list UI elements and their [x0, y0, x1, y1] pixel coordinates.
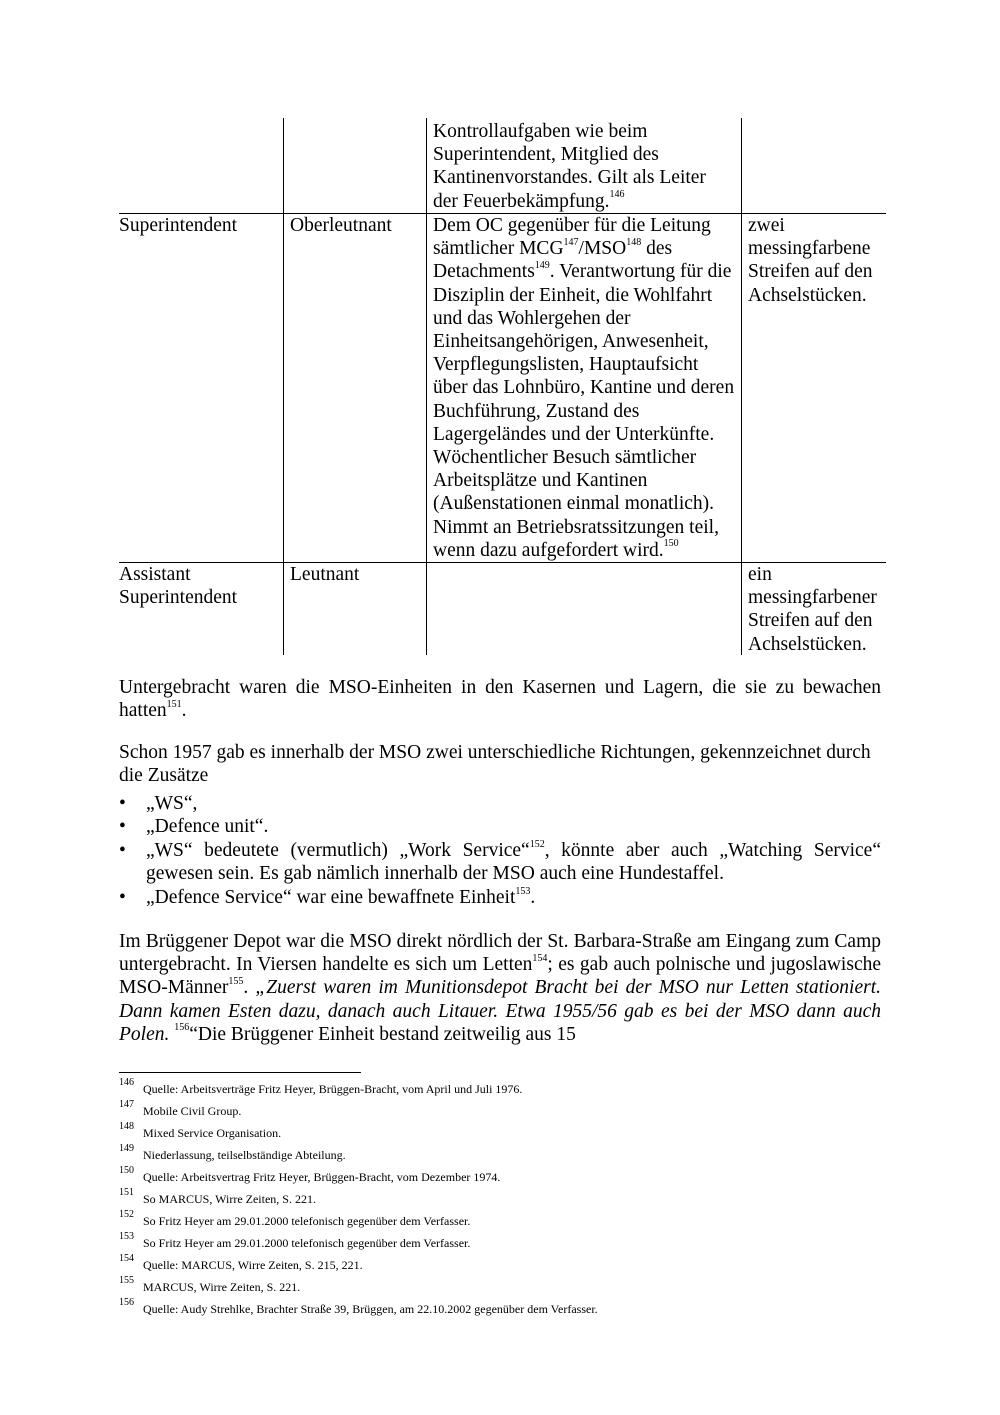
footnote-ref[interactable]: 150: [663, 538, 679, 550]
footnote-number: 154: [119, 1253, 134, 1264]
footnote-ref[interactable]: 151: [166, 698, 182, 710]
footnote-text: Quelle: MARCUS, Wirre Zeiten, S. 215, 221.: [143, 1258, 363, 1272]
footnote-number: 150: [119, 1165, 134, 1176]
paragraph: Im Brüggener Depot war die MSO direkt nördlich der St. Barbara-Straße am Eingang zum Camp untergebracht. In Viersen handelte es sich um Letten$^{154}$; es gab auch polnische und jugoslawische MSO-Männer$^{155}$. „Zuerst waren im Munitionsdepot Bracht bei der MSO nur Letten stationiert. Dann kamen Esten dazu, danach auch Litauer. Etwa 1955/56 gab es bei der MSO dann auch Polen. $^{156}$“Die Brüggener Einheit bestand zeitweilig aus 15: [119, 931, 882, 1045]
footnote-text: Quelle: Arbeitsvertrag Fritz Heyer, Brüggen-Bracht, vom Dezember 1974.: [143, 1170, 501, 1184]
footnote-ref[interactable]: 152: [529, 838, 545, 850]
footnote-number: 151: [119, 1187, 134, 1198]
footnote-text: Mixed Service Organisation.: [143, 1126, 282, 1140]
table-cell-duties: Kontrollaufgaben wie beim Superintendent, Mitglied des Kantinenvorstandes. Gilt als Leiter der Feuerbekämpfung.$^{146}$: [433, 121, 706, 212]
table-cell-rank: Oberleutnant: [290, 215, 392, 236]
bullet-icon: •: [119, 793, 126, 814]
footnote-number: 148: [119, 1121, 134, 1132]
footnote-ref[interactable]: 156: [174, 1022, 190, 1034]
table-cell-position: Superintendent: [119, 215, 238, 236]
footnote-number: 156: [119, 1297, 134, 1308]
footnote-number: 153: [119, 1231, 134, 1242]
footnote-text: Quelle: Audy Strehlke, Brachter Straße 39, Brüggen, am 22.10.2002 gegenüber dem Verfasser.: [143, 1302, 598, 1316]
footnote-ref[interactable]: 147: [563, 236, 579, 248]
footnote-number: 147: [119, 1099, 134, 1110]
footnote-text: So MARCUS, Wirre Zeiten, S. 221.: [143, 1192, 316, 1206]
paragraph: Untergebracht waren die MSO-Einheiten in den Kasernen und Lagern, die sie zu bewachen hatten$^{151}$.: [119, 677, 881, 722]
quote: „Zuerst waren im Munitionsdepot Bracht bei der MSO nur Letten stationiert. Dann kamen Esten dazu, danach auch Litauer. Etwa 1955/56 gab es bei der MSO dann auch Polen.: [119, 977, 882, 1045]
footnote-text: So Fritz Heyer am 29.01.2000 telefonisch gegenüber dem Verfasser.: [143, 1236, 471, 1250]
footnote-ref[interactable]: 149: [534, 259, 550, 271]
footnote-text: MARCUS, Wirre Zeiten, S. 221.: [143, 1280, 301, 1294]
footnote-ref[interactable]: 148: [626, 236, 642, 248]
footnote-ref[interactable]: 146: [609, 189, 625, 201]
footnote-ref[interactable]: 155: [228, 975, 244, 987]
footnote-ref[interactable]: 153: [515, 885, 531, 897]
footnote-ref[interactable]: 154: [532, 952, 548, 964]
footnote-number: 146: [119, 1077, 134, 1088]
footnote-text: So Fritz Heyer am 29.01.2000 telefonisch gegenüber dem Verfasser.: [143, 1214, 471, 1228]
footnote-separator: [119, 1072, 361, 1073]
table-cell-duties: Dem OC gegenüber für die Leitung sämtlicher MCG$^{147}$/MSO$^{148}$ des Detachments$^{149}$. Verantwortung für die Disziplin der Einheit, die Wohlfahrt und das Wohlergehen der Einheitsangehörigen, Anwesenheit, Verpflegungslisten, Hauptaufsicht über das Lohnbüro, Kantine und deren Buchführung, Zustand des Lagergeländes und der Unterkünfte. Wöchentlicher Besuch sämtlicher Arbeitsplätze und Kantinen (Außenstationen einmal monatlich). Nimmt an Betriebsratssitzungen teil, wenn dazu aufgefordert wird.$^{150}$: [433, 215, 735, 561]
footnote-number: 149: [119, 1143, 134, 1154]
footnote-number: 152: [119, 1209, 134, 1220]
footnote-text: Mobile Civil Group.: [143, 1104, 242, 1118]
table-divider: [283, 118, 284, 655]
bullet-icon: •: [119, 840, 126, 861]
table-divider: [741, 118, 742, 655]
bullet-icon: •: [119, 887, 126, 908]
table-cell-rank: Leutnant: [290, 564, 360, 585]
footnote-text: Niederlassung, teilselbständige Abteilung.: [143, 1148, 346, 1162]
document-page: Kontrollaufgaben wie beim Superintendent, Mitglied des Kantinenvorstandes. Gilt als Leiter der Feuerbekämpfung.$^{146}$ Superintendent Oberleutnant Dem OC gegenüber für die Leitung sämtlicher MCG$^{147}$/MSO$^{148}$ des Detachments$^{149}$. Verantwortung für die Disziplin der Einheit, die Wohlfahrt und das Wohlergehen der Einheitsangehörigen, Anwesenheit, Verpflegungslisten, Hauptaufsicht über das Lohnbüro, Kantine und deren Buchführung, Zustand des Lagergeländes und der Unterkünfte. Wöchentlicher Besuch sämtlicher Arbeitsplätze und Kantinen (Außenstationen einmal monatlich). Nimmt an Betriebsratssitzungen teil, wenn dazu aufgefordert wird.$^{150}$ zwei messingfarbene Streifen auf den Achselstücken. Assistant Superintendent Leutnant ein messingfarbener Streifen auf den Achselstücken. Untergebracht waren die MSO-Einheiten in den Kasernen und Lagern, die sie zu bewachen hatten$^{151}$. Schon 1957 gab es innerhalb der MSO zwei unterschiedliche Richtungen, gekennzeichnet durch die Zusätze • „WS“, • „Defence unit“. • „WS“ bedeutete (vermutlich) „Work Service“$^{152}$, könnte aber auch „Watching Service“ gewesen sein. Es gab nämlich innerhalb der MSO auch eine Hundestaffel. • „Defence Service“ war eine bewaffnete Einheit$^{153}$. Im Brüggener Depot war die MSO direkt nördlich der St. Barbara-Straße am Eingang zum Camp untergebracht. In Viersen handelte es sich um Letten$^{154}$; es gab auch polnische und jugoslawische MSO-Männer$^{155}$. „Zuerst waren im Munitionsdepot Bracht bei der MSO nur Letten stationiert. Dann kamen Esten dazu, danach auch Litauer. Etwa 1955/56 gab es bei der MSO dann auch Polen. $^{156}$“Die Brüggener Einheit bestand zeitweilig aus 15 146 Quelle: Arbeitsverträge Fritz Heyer, Brüggen-Bracht, vom April und Juli 1976. 147 Mobile Civil Group. 148 Mixed Service Organisation. 149 Niederlassung, teilselbständige Abteilung. 150 Quelle: Arbeitsvertrag Fritz Heyer, Brüggen-Bracht, vom Dezember 1974. 151 So MARCUS, Wirre Zeiten, S. 221. 152 So Fritz Heyer am 29.01.2000 telefonisch gegenüber dem Verfasser. 153 So Fritz Heyer am 29.01.2000 telefonisch gegenüber dem Verfasser. 154 Quelle: MARCUS, Wirre Zeiten, S. 215, 221. 155 MARCUS, Wirre Zeiten, S. 221. 156 Quelle: Audy Strehlke, Brachter Straße 39, Brüggen, am 22.10.2002 gegenüber dem Verfasser.: [0, 0, 1000, 1415]
footnote-text: Quelle: Arbeitsverträge Fritz Heyer, Brüggen-Bracht, vom April und Juli 1976.: [143, 1082, 523, 1096]
table-cell-position: Assistant Superintendent: [119, 564, 238, 609]
table-cell-insignia: ein messingfarbener Streifen auf den Achselstücken.: [748, 564, 877, 655]
footnote-number: 155: [119, 1275, 134, 1286]
table-divider: [426, 118, 427, 655]
table-cell-insignia: zwei messingfarbene Streifen auf den Achselstücken.: [748, 215, 873, 306]
bullet-icon: •: [119, 816, 126, 837]
paragraph: Schon 1957 gab es innerhalb der MSO zwei unterschiedliche Richtungen, gekennzeichnet durch die Zusätze: [119, 742, 871, 787]
